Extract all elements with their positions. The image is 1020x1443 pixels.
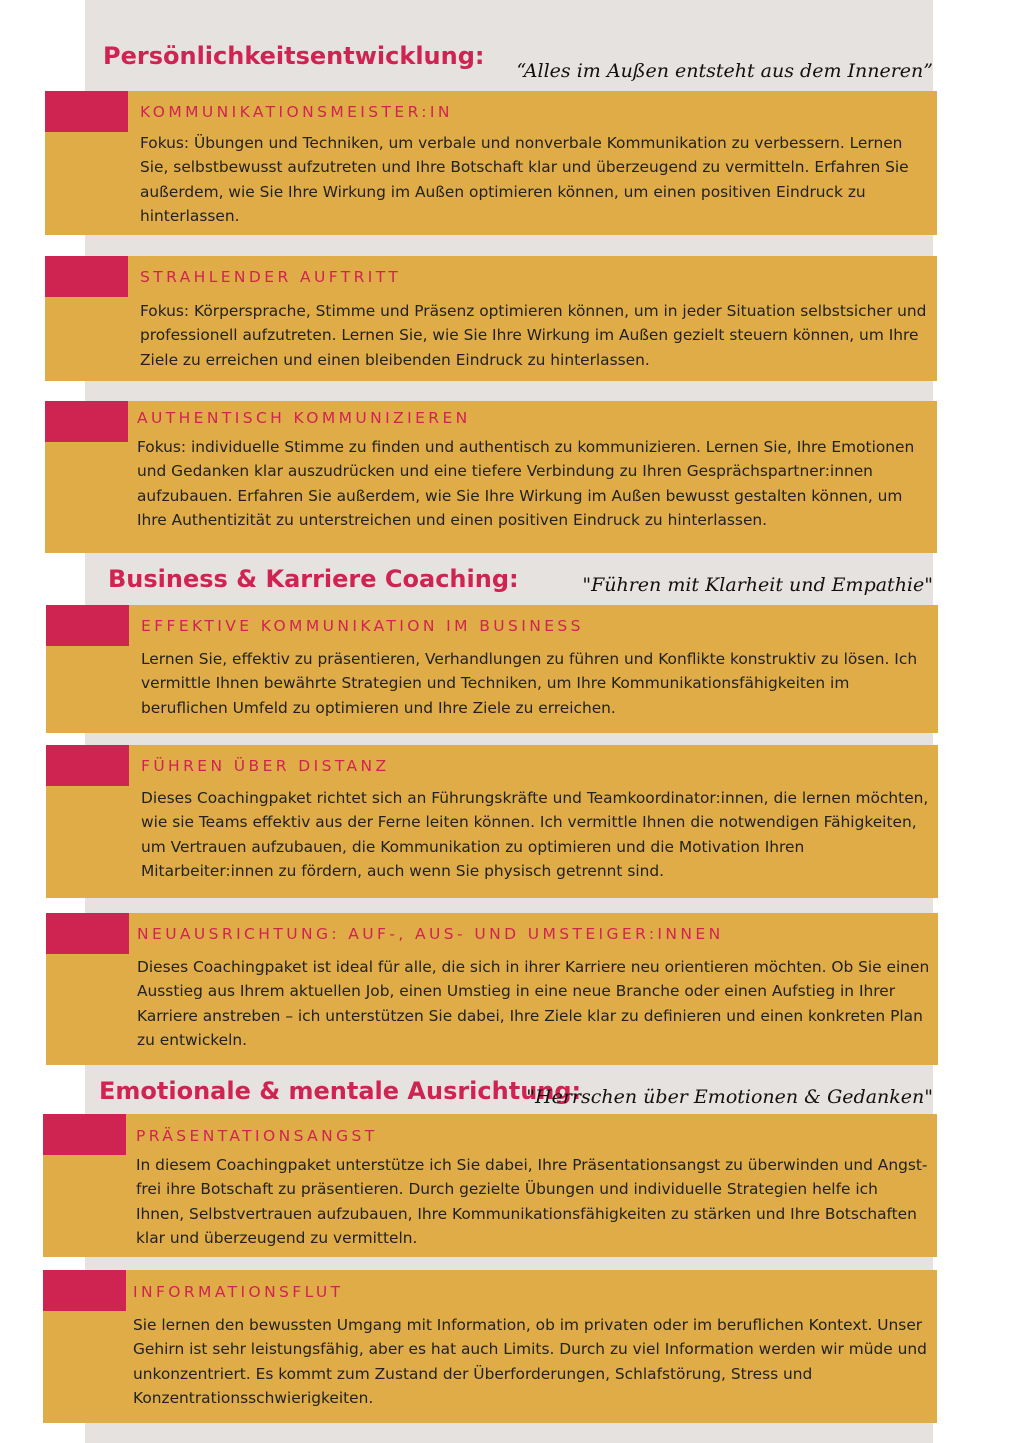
card-accent-tab	[46, 605, 129, 646]
card-title: EFFEKTIVE KOMMUNIKATION IM BUSINESS	[141, 617, 584, 635]
card-neuausrichtung	[46, 913, 938, 1065]
card-informationsflut	[43, 1270, 937, 1423]
card-title: PRÄSENTATIONSANGST	[136, 1127, 378, 1145]
card-accent-tab	[45, 91, 128, 132]
section-quote-personality: “Alles im Außen entsteht aus dem Inneren”	[516, 60, 933, 82]
card-accent-tab	[43, 1270, 126, 1311]
section-heading-emotional: Emotionale & mentale Ausrichtung:	[99, 1077, 582, 1105]
card-text: Fokus: Körpersprache, Stimme und Präsenz optimieren können, um in jeder Situation selbstsicher und professionell aufzutreten. Lernen Sie, wie Sie Ihre Wirkung im Außen gezielt steuern können, um Ihre Ziele zu erreichen und einen bleibenden Eindruck zu hinterlassen.	[140, 302, 927, 369]
card-effektive-kommunikation	[46, 605, 938, 733]
card-title: KOMMUNIKATIONSMEISTER:IN	[140, 103, 453, 121]
card-title: STRAHLENDER AUFTRITT	[140, 268, 402, 286]
card-text: Dieses Coachingpaket ist ideal für alle, die sich in ihrer Karriere neu orientieren möchten. Ob Sie einen Ausstieg aus Ihrem aktuellen Job, einen Umstieg in eine neue Branche oder einen Aufstieg in Ihrer Karriere anstreben – ich unterstützen Sie dabei, Ihre Ziele klar zu definieren und einen konkreten Plan zu entwickeln.	[137, 958, 930, 1049]
card-accent-tab	[45, 401, 128, 442]
section-heading-business: Business & Karriere Coaching:	[108, 565, 519, 593]
section-quote-business: "Führen mit Klarheit und Empathie"	[582, 574, 933, 596]
card-title: INFORMATIONSFLUT	[133, 1283, 344, 1301]
card-text: Sie lernen den bewussten Umgang mit Information, ob im privaten oder im beruflichen Kontext. Unser Gehirn ist sehr leistungsfähig, aber es hat auch Limits. Durch zu viel Information werden wir müde und unkonzentriert. Es kommt zum Zustand der Überforderungen, Schlafstörung, Stress und Konzentrationsschwierigkeiten.	[133, 1316, 927, 1407]
card-text: In diesem Coachingpaket unterstütze ich Sie dabei, Ihre Präsentationsangst zu überwinden und Angst-frei ihre Botschaft zu präsentieren. Durch gezielte Übungen und individuelle Strategien helfe ich Ihnen, Selbstvertrauen aufzubauen, Ihre Kommunikationsfähigkeiten zu stärken und Ihre Botschaften klar und überzeugend zu vermitteln.	[136, 1156, 928, 1247]
card-text: Dieses Coachingpaket richtet sich an Führungskräfte und Teamkoordinator:innen, die lernen möchten, wie sie Teams effektiv aus der Ferne leiten können. Ich vermittle Ihnen die notwendigen Fähigkeiten, um Vertrauen aufzubauen, die Kommunikation zu optimieren und die Motivation Ihren Mitarbeiter:innen zu fördern, auch wenn Sie physisch getrennt sind.	[141, 789, 929, 880]
card-accent-tab	[46, 913, 129, 954]
card-accent-tab	[45, 256, 128, 297]
card-text: Lernen Sie, effektiv zu präsentieren, Verhandlungen zu führen und Konflikte konstruktiv zu lösen. Ich vermittle Ihnen bewährte Strategien und Techniken, um Ihre Kommunikationsfähigkeiten im beruflichen Umfeld zu optimieren und Ihre Ziele zu erreichen.	[141, 650, 918, 717]
section-heading-personality: Persönlichkeitsentwicklung:	[103, 42, 485, 70]
card-title: AUTHENTISCH KOMMUNIZIEREN	[137, 409, 471, 427]
card-authentisch-kommunizieren	[45, 401, 937, 553]
card-text: Fokus: Übungen und Techniken, um verbale und nonverbale Kommunikation zu verbessern. Lernen Sie, selbstbewusst aufzutreten und Ihre Botschaft klar und überzeugend zu vermitteln. Erfahren Sie außerdem, wie Sie Ihre Wirkung im Außen optimieren können, um einen positiven Eindruck zu hinterlassen.	[140, 134, 909, 225]
card-praesentationsangst	[43, 1114, 937, 1257]
card-fuehren-ueber-distanz	[46, 745, 938, 898]
card-title: FÜHREN ÜBER DISTANZ	[141, 757, 390, 775]
card-accent-tab	[43, 1114, 126, 1155]
card-accent-tab	[46, 745, 129, 786]
card-kommunikationsmeister	[45, 91, 937, 235]
card-title: NEUAUSRICHTUNG: AUF-, AUS- UND UMSTEIGER:INNEN	[137, 925, 724, 943]
card-strahlender-auftritt	[45, 256, 937, 381]
card-text: Fokus: individuelle Stimme zu finden und authentisch zu kommunizieren. Lernen Sie, Ihre Emotionen und Gedanken klar auszudrücken und eine tiefere Verbindung zu Ihren Gesprächspartner:innen aufzubauen. Erfahren Sie außerdem, wie Sie Ihre Wirkung im Außen bewusst gestalten können, um Ihre Authentizität zu unterstreichen und einen positiven Eindruck zu hinterlassen.	[137, 438, 915, 529]
section-quote-emotional: "Herrschen über Emotionen & Gedanken"	[526, 1086, 933, 1108]
